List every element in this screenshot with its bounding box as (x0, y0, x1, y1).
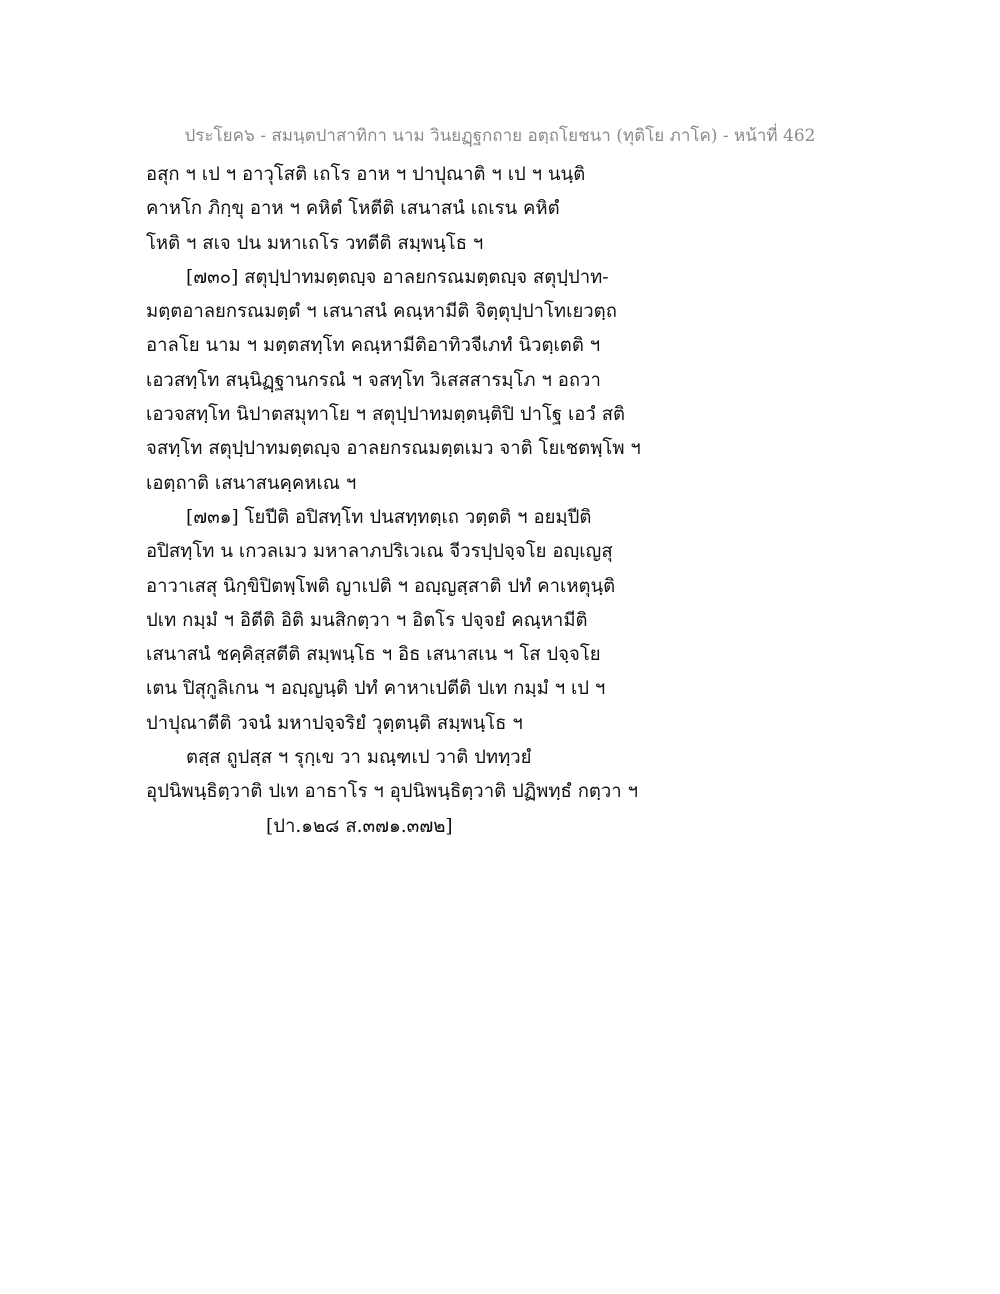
text-line: อปิสทฺโท น เกวลเมว มหาลาภปริเวเณ จีวรปฺปจฺจโย อญฺเญสุ (146, 541, 613, 563)
text-line: อาวาเสสุ นิกฺขิปิตพฺโพติ ญาเปติ ฯ อญฺญสฺสาติ ปทํ คาเหตุนฺติ (146, 575, 616, 597)
text-line: มตฺตอาลยกรณมตฺตํ ฯ เสนาสนํ คณฺหามีติ จิตฺตุปฺปาโทเยวตฺถ (146, 301, 617, 323)
text-line: อุปนิพนฺธิตฺวาติ ปเท อาธาโร ฯ อุปนิพนฺธิตฺวาติ ปฏิพทฺธํ กตฺวา ฯ (146, 781, 638, 803)
text-line: เอวสทฺโท สนฺนิฏฺฐานกรณํ ฯ จสทฺโท วิเสสสารมฺโภ ฯ อถวา (146, 369, 601, 391)
text-line: เอวจสทฺโท นิปาตสมุทาโย ฯ สตุปฺปาทมตฺตนฺติปิ ปาโฐ เอวํ สติ (146, 404, 625, 426)
text-line: คาหโก ภิกฺขุ อาห ฯ คหิตํ โหตีติ เสนาสนํ เถเรน คหิตํ (146, 198, 560, 220)
paragraph-start-730: [๗๓๐] สตุปฺปาทมตฺตญฺจ อาลยกรณมตฺตญฺจ สตุปฺปาท- (186, 266, 609, 288)
paragraph-start-731: [๗๓๑] โยปีติ อปิสทฺโท ปนสทฺทตฺเถ วตฺตติ ฯ อยมฺปีติ (186, 506, 592, 528)
text-line: จสทฺโท สตุปฺปาทมตฺตญฺจ อาลยกรณมตฺตเมว จาติ โยเชตพฺโพ ฯ (146, 438, 641, 460)
text-line: ปเท กมฺมํ ฯ อิตีติ อิติ มนสิกตฺวา ฯ อิตโร ปจฺจยํ คณฺหามีติ (146, 609, 588, 631)
page-header: ประโยค๖ - สมนฺตปาสาทิกา นาม วินยฏฺฐกถาย อตฺถโยชนา (ทุติโย ภาโค) - หน้าที่ 462 (184, 126, 816, 146)
text-line: เตน ปิสุกูลิเกน ฯ อญฺญนฺติ ปทํ คาหาเปตีติ ปเท กมฺมํ ฯ เป ฯ (146, 678, 606, 700)
text-line: ปาปุณาตีติ วจนํ มหาปจฺจริยํ วุตฺตนฺติ สมฺพนฺโธ ฯ (146, 712, 523, 734)
text-line: อาลโย นาม ฯ มตฺตสทฺโท คณฺหามีติอาทิวจีเภทํ นิวตฺเตติ ฯ (146, 335, 601, 357)
text-line: เสนาสนํ ชคฺคิสฺสตีติ สมฺพนฺโธ ฯ อิธ เสนาสเน ฯ โส ปจฺจโย (146, 644, 601, 666)
page-reference: [ปา.๑๒๘ ส.๓๗๑.๓๗๒] (266, 815, 453, 837)
body-text (146, 158, 866, 844)
text-line: โหติ ฯ สเจ ปน มหาเถโร วทตีติ สมฺพนฺโธ ฯ (146, 232, 484, 254)
text-line: เอตฺถาติ เสนาสนคฺคหเณ ฯ (146, 472, 357, 494)
paragraph-start: ตสฺส ถูปสฺส ฯ รุกฺเข วา มณฺฑเป วาติ ปททฺวยํ (186, 747, 532, 769)
text-line: อสุก ฯ เป ฯ อาวุโสติ เถโร อาห ฯ ปาปุณาติ ฯ เป ฯ นนฺติ (146, 164, 586, 185)
